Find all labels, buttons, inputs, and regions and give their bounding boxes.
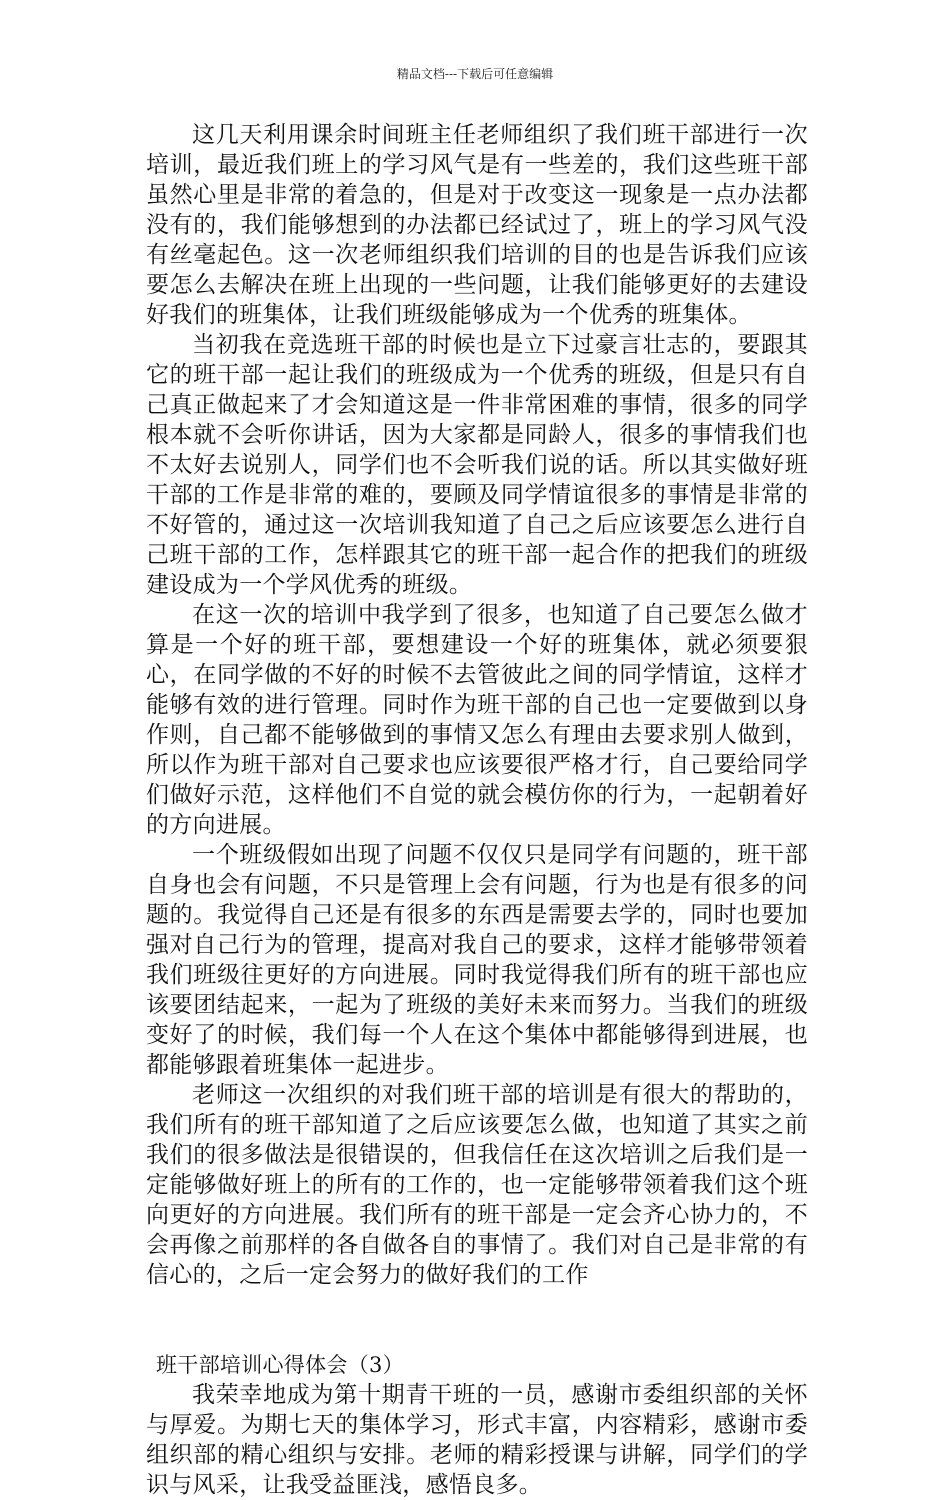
section-heading: 班干部培训心得体会（3）: [156, 1353, 404, 1377]
page-header: 精品文档---下载后可任意编辑: [396, 67, 554, 81]
paragraph-5: 老师这一次组织的对我们班干部的培训是有很大的帮助的，我们所有的班干部知道了之后应该要怎么做，也知道了其实之前我们的很多做法是很错误的，但我信任在这次培训之后我们是一定能够做好班上的所有的工作的，也一定能够带领着我们这个班向更好的方向进展。我们所有的班干部是一定会齐心协力的，不会再像之前那样的各自做各自的事情了。我们对自己是非常的有信心的，之后一定会努力的做好我们的工作: [146, 1082, 808, 1288]
paragraph-3: 在这一次的培训中我学到了很多，也知道了自己要怎么做才算是一个好的班干部，要想建设一个好的班集体，就必须要狠心，在同学做的不好的时候不去管彼此之间的同学情谊，这样才能够有效的进行管理。同时作为班干部的自己也一定要做到以身作则，自己都不能够做到的事情又怎么有理由去要求别人做到，所以作为班干部对自己要求也应该要很严格才行，自己要给同学们做好示范，这样他们不自觉的就会模仿你的行为，一起朝着好的方向进展。: [146, 602, 808, 838]
paragraph-1: 这几天利用课余时间班主任老师组织了我们班干部进行一次培训，最近我们班上的学习风气是有一些差的，我们这些班干部虽然心里是非常的着急的，但是对于改变这一现象是一点办法都没有的，我们能够想到的办法都已经试过了，班上的学习风气没有丝毫起色。这一次老师组织我们培训的目的也是告诉我们应该要怎么去解决在班上出现的一些问题，让我们能够更好的去建设好我们的班集体，让我们班级能够成为一个优秀的班集体。: [146, 122, 808, 328]
paragraph-4: 一个班级假如出现了问题不仅仅只是同学有问题的，班干部自身也会有问题，不只是管理上会有问题，行为也是有很多的问题的。我觉得自己还是有很多的东西是需要去学的，同时也要加强对自己行为的管理，提高对我自己的要求，这样才能够带领着我们班级往更好的方向进展。同时我觉得我们所有的班干部也应该要团结起来，一起为了班级的美好未来而努力。当我们的班级变好了的时候，我们每一个人在这个集体中都能够得到进展，也都能够跟着班集体一起进步。: [146, 842, 808, 1078]
section-paragraph: 我荣幸地成为第十期青干班的一员，感谢市委组织部的关怀与厚爱。为期七天的集体学习，形式丰富，内容精彩，感谢市委组织部的精心组织与安排。老师的精彩授课与讲解，同学们的学识与风采，让我受益匪浅，感悟良多。: [146, 1382, 808, 1498]
paragraph-2: 当初我在竞选班干部的时候也是立下过豪言壮志的，要跟其它的班干部一起让我们的班级成为一个优秀的班级，但是只有自己真正做起来了才会知道这是一件非常困难的事情，很多的同学根本就不会听你讲话，因为大家都是同龄人，很多的事情我们也不太好去说别人，同学们也不会听我们说的话。所以其实做好班干部的工作是非常的难的，要顾及同学情谊很多的事情是非常的不好管的，通过这一次培训我知道了自己之后应该要怎么进行自己班干部的工作，怎样跟其它的班干部一起合作的把我们的班级建设成为一个学风优秀的班级。: [146, 332, 808, 598]
document-body: [146, 120, 808, 1500]
